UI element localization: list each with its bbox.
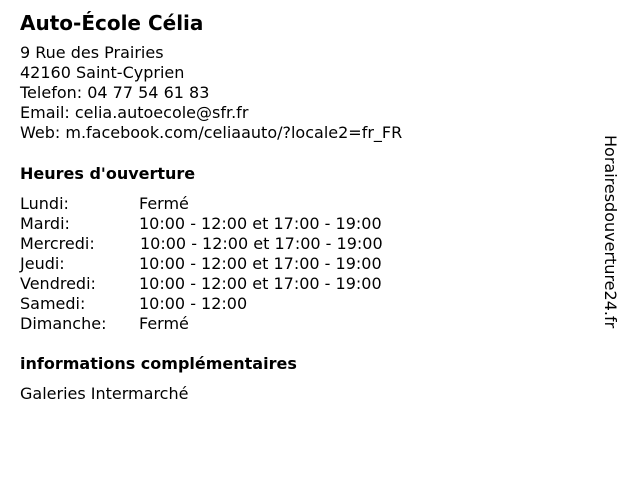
hours-row-sunday [20,314,450,334]
hours-day-label: Lundi: [20,194,69,213]
contact-block [20,43,402,143]
hours-time-value: 10:00 - 12:00 et 17:00 - 19:00 [139,214,382,233]
address-city: 42160 Saint-Cyprien [20,63,185,82]
hours-day-label: Mercredi: [20,234,95,253]
business-title: Auto-École Célia [20,11,204,35]
hours-row-tuesday [20,214,450,234]
hours-row-wednesday [20,234,450,254]
hours-time-value: 10:00 - 12:00 et 17:00 - 19:00 [140,234,383,253]
hours-time-value: Fermé [139,314,189,333]
watermark-text: Horairesdouverture24.fr [601,135,620,329]
hours-day-label: Jeudi: [20,254,65,273]
hours-row-thursday [20,254,450,274]
opening-hours-table [20,194,450,334]
hours-time-value: Fermé [139,194,189,213]
hours-time-value: 10:00 - 12:00 et 17:00 - 19:00 [139,254,382,273]
hours-day-label: Mardi: [20,214,70,233]
hours-day-label: Samedi: [20,294,86,313]
web-line: Web: m.facebook.com/celiaauto/?locale2=fr_FR [20,123,403,142]
address-street: 9 Rue des Prairies [20,43,164,62]
hours-time-value: 10:00 - 12:00 [139,294,248,313]
email-line: Email: celia.autoecole@sfr.fr [20,103,249,122]
phone-line: Telefon: 04 77 54 61 83 [20,83,210,102]
hours-row-saturday [20,294,450,314]
hours-row-friday [20,274,450,294]
hours-day-label: Vendredi: [20,274,96,293]
hours-day-label: Dimanche: [20,314,107,333]
hours-row-monday [20,194,450,214]
opening-hours-heading: Heures d'ouverture [20,164,196,183]
additional-info-heading: informations complémentaires [20,354,297,373]
hours-time-value: 10:00 - 12:00 et 17:00 - 19:00 [139,274,382,293]
additional-info-text: Galeries Intermarché [20,384,189,403]
